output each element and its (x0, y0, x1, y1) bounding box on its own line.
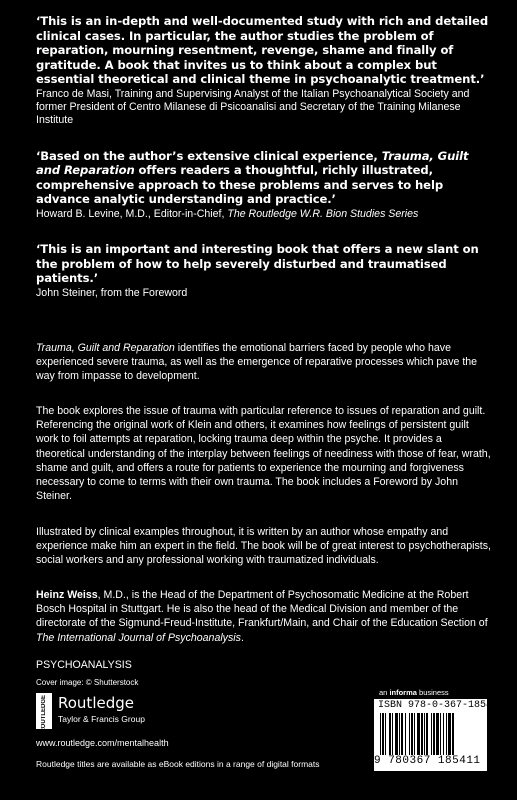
routledge-logo-icon (36, 693, 52, 733)
barcode-stripe (395, 713, 398, 755)
endorsement-attribution-1: Franco de Masi, Training and Supervising Analyst of the Italian Psychoanalytical Society and former President of Centro Milanese di Psicoanalisi and Secretary of the Training Milanese Institute (36, 87, 470, 127)
barcode-stripe (385, 713, 386, 755)
endorsement-quote-3: ‘This is an important and interesting book that offers a new slant on the problem of how to help severely disturbed and traumatised patients.’ (36, 242, 479, 286)
author-name: Heinz Weiss (36, 589, 98, 601)
barcode-stripe (399, 713, 400, 755)
description-paragraph-1 (36, 341, 491, 384)
barcode-digits: 9 780367 185411 (374, 755, 481, 767)
logo-mark-text: ROUTLEDGE (41, 695, 47, 733)
book-title-italic: Trauma, Guilt and Reparation (36, 342, 175, 354)
publisher-group: Taylor & Francis Group (58, 714, 145, 724)
author-bio-text: , M.D., is the Head of the Department of Psychosomatic Medicine at the Robert Bosch Hospital in Stuttgart. He is also the head of the Medical Division and member of the directorate of the Sigmund-Freud-Institute, Frankfurt/Main, and Chair of the Education Section of (36, 589, 488, 630)
barcode-stripe (411, 713, 413, 755)
barcode-stripe (424, 713, 425, 755)
informa-business (379, 688, 449, 697)
subject-category: PSYCHOANALYSIS (36, 659, 132, 671)
attribution-2-series: The Routledge W.R. Bion Studies Series (227, 207, 419, 220)
barcode-stripe (426, 713, 428, 755)
barcode-stripe (382, 713, 384, 755)
author-bio (36, 588, 491, 645)
cover-credit: Cover image: © Shutterstock (36, 678, 139, 687)
endorsement-quote-1: ‘This is an in-depth and well-documented study with rich and detailed clinical cases. In particular, the author studies the problem of reparation, mourning resentment, revenge, shame and finally of gratitude. A book that invites us to think about a complex but essential theoretical and clinical theme in psychoanalytic treatment.’ (36, 14, 489, 87)
attribution-2-start: Howard B. Levine, M.D., Editor-in-Chief, (36, 207, 228, 220)
barcode-stripe (452, 713, 454, 755)
barcode-stripe (446, 713, 447, 755)
quote-2-book-title: Trauma, Guilt and Reparation (36, 148, 469, 178)
barcode-stripe (380, 713, 381, 755)
barcode-stripe (433, 713, 435, 755)
publisher-url: www.routledge.com/mentalhealth (36, 738, 169, 748)
barcode-stripe (409, 713, 410, 755)
ebook-note: Routledge titles are available as eBook editions in a range of digital formats (36, 759, 320, 769)
barcode-stripe (417, 713, 420, 755)
barcode-stripe (392, 713, 393, 755)
barcode-stripe (440, 713, 441, 755)
barcode-bars (378, 713, 482, 755)
endorsements (36, 14, 491, 300)
publisher-name: Routledge (58, 694, 134, 712)
barcode-stripe (431, 713, 432, 755)
informa-prefix: an (379, 688, 390, 697)
barcode-stripe (405, 713, 406, 755)
barcode-stripe (421, 713, 423, 755)
quote-2-end: offers readers a thoughtful, richly illustrated, comprehensive approach to these problems and serves to help advance analytic understanding and practice.’ (36, 163, 444, 207)
barcode-stripe (414, 713, 415, 755)
author-journal: The International Journal of Psychoanalysis (36, 631, 241, 644)
quote-2-start: ‘Based on the author’s extensive clinical experience, (36, 148, 382, 163)
informa-brand: informa (389, 688, 417, 697)
isbn-text: ISBN 978-0-367-18541-1 (378, 700, 511, 711)
description-paragraph-2: The book explores the issue of trauma with particular reference to issues of reparation and guilt. Referencing the original work of Klein and others, it examines how feelings of persistent guilt work to foil attempts at reparation, locking trauma deep within the psyche. It provides a theoretical understanding of the interplay between feelings of neediness with those of fear, wrath, shame and guilt, and offers a route for patients to experience the mourning and forgiveness necessary to come to terms with their own trauma. The book includes a Foreword by John Steiner. (36, 405, 491, 503)
barcode (374, 699, 511, 771)
description-p1-text: identifies the emotional barriers faced by people who have experienced severe trauma, as well as the emergence of reparative processes which pave the way from impasse to development. (36, 342, 478, 383)
barcode-stripe (401, 713, 403, 755)
barcode-stripe (448, 713, 451, 755)
informa-suffix: business (416, 688, 449, 697)
endorsement-attribution-3: John Steiner, from the Foreword (36, 286, 188, 299)
barcode-stripe (436, 713, 439, 755)
publisher-logo (36, 693, 216, 733)
barcode-stripe (443, 713, 444, 755)
description-paragraph-3: Illustrated by clinical examples throughout, it is written by an author whose empathy and experience make him an expert in the field. The book will be of great interest to psychotherapists, social workers and any professional working with traumatized individuals. (36, 526, 491, 567)
barcode-stripe (389, 713, 391, 755)
endorsement-attribution-2 (36, 208, 491, 221)
endorsement-quote-2 (36, 149, 491, 207)
author-bio-end: . (240, 631, 244, 644)
